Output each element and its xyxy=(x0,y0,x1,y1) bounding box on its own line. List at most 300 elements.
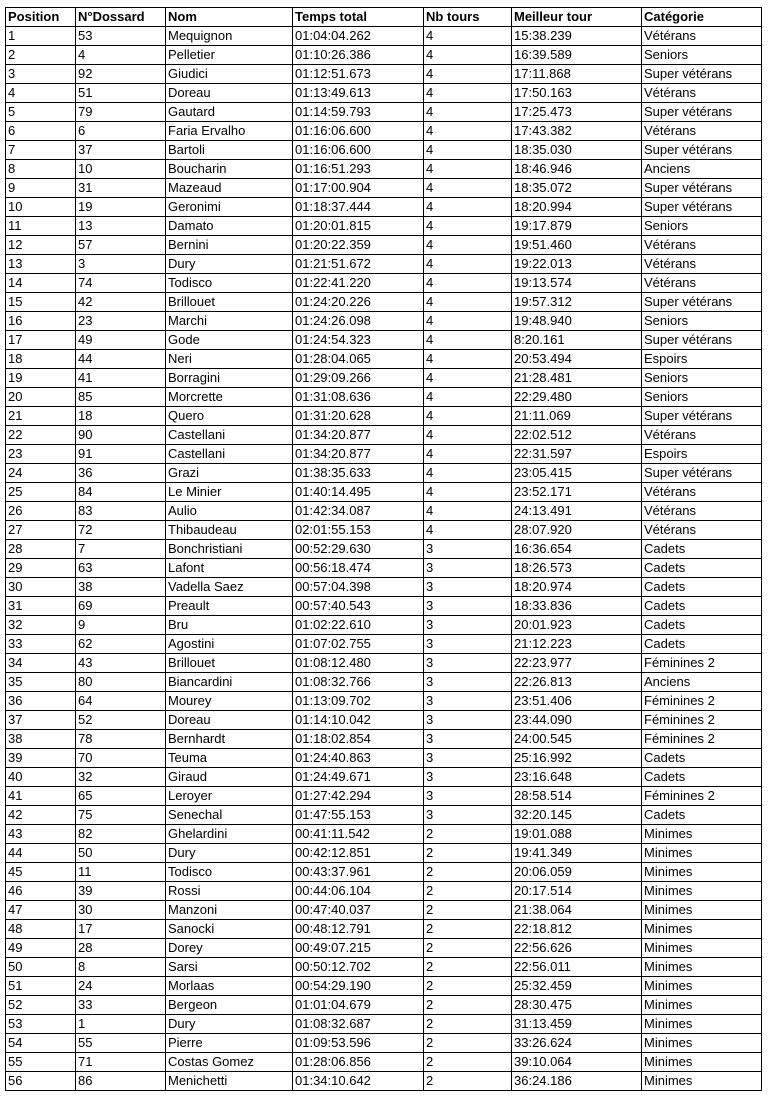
header-row xyxy=(6,8,762,27)
cell-dossard: 91 xyxy=(76,445,166,464)
cell-nom: Sanocki xyxy=(166,920,293,939)
table-row xyxy=(6,559,762,578)
cell-position: 56 xyxy=(6,1072,76,1091)
cell-categorie: Minimes xyxy=(642,977,762,996)
cell-meilleur-tour: 17:50.163 xyxy=(512,84,642,103)
cell-categorie: Minimes xyxy=(642,882,762,901)
table-row xyxy=(6,749,762,768)
table-row xyxy=(6,65,762,84)
cell-nom: Boucharin xyxy=(166,160,293,179)
cell-meilleur-tour: 21:38.064 xyxy=(512,901,642,920)
cell-nb-tours: 4 xyxy=(424,255,512,274)
cell-temps-total: 01:02:22.610 xyxy=(293,616,424,635)
cell-nb-tours: 2 xyxy=(424,1053,512,1072)
cell-temps-total: 00:52:29.630 xyxy=(293,540,424,559)
cell-dossard: 70 xyxy=(76,749,166,768)
cell-categorie: Seniors xyxy=(642,46,762,65)
cell-dossard: 23 xyxy=(76,312,166,331)
cell-nb-tours: 2 xyxy=(424,901,512,920)
cell-meilleur-tour: 23:16.648 xyxy=(512,768,642,787)
cell-temps-total: 01:09:53.596 xyxy=(293,1034,424,1053)
cell-position: 44 xyxy=(6,844,76,863)
cell-dossard: 50 xyxy=(76,844,166,863)
cell-nom: Mequignon xyxy=(166,27,293,46)
cell-categorie: Minimes xyxy=(642,863,762,882)
cell-nb-tours: 2 xyxy=(424,1015,512,1034)
cell-nom: Castellani xyxy=(166,445,293,464)
table-row xyxy=(6,445,762,464)
cell-meilleur-tour: 22:56.626 xyxy=(512,939,642,958)
cell-dossard: 43 xyxy=(76,654,166,673)
table-row xyxy=(6,939,762,958)
cell-temps-total: 01:18:02.854 xyxy=(293,730,424,749)
cell-nb-tours: 4 xyxy=(424,141,512,160)
cell-position: 1 xyxy=(6,27,76,46)
cell-nom: Bernini xyxy=(166,236,293,255)
table-row xyxy=(6,654,762,673)
cell-nom: Morlaas xyxy=(166,977,293,996)
cell-nb-tours: 2 xyxy=(424,1034,512,1053)
cell-categorie: Super vétérans xyxy=(642,331,762,350)
cell-dossard: 37 xyxy=(76,141,166,160)
cell-meilleur-tour: 17:25.473 xyxy=(512,103,642,122)
cell-nb-tours: 4 xyxy=(424,179,512,198)
cell-temps-total: 00:41:11.542 xyxy=(293,825,424,844)
cell-dossard: 78 xyxy=(76,730,166,749)
cell-nom: Mazeaud xyxy=(166,179,293,198)
cell-nb-tours: 2 xyxy=(424,958,512,977)
table-row xyxy=(6,958,762,977)
cell-temps-total: 01:20:22.359 xyxy=(293,236,424,255)
cell-nb-tours: 3 xyxy=(424,559,512,578)
cell-nom: Geronimi xyxy=(166,198,293,217)
cell-categorie: Seniors xyxy=(642,217,762,236)
cell-nom: Giudici xyxy=(166,65,293,84)
cell-temps-total: 01:22:41.220 xyxy=(293,274,424,293)
cell-nb-tours: 3 xyxy=(424,616,512,635)
cell-meilleur-tour: 24:13.491 xyxy=(512,502,642,521)
table-row xyxy=(6,768,762,787)
cell-position: 26 xyxy=(6,502,76,521)
cell-dossard: 84 xyxy=(76,483,166,502)
cell-nom: Sarsi xyxy=(166,958,293,977)
cell-categorie: Féminines 2 xyxy=(642,692,762,711)
cell-meilleur-tour: 22:31.597 xyxy=(512,445,642,464)
cell-temps-total: 01:01:04.679 xyxy=(293,996,424,1015)
cell-temps-total: 00:49:07.215 xyxy=(293,939,424,958)
cell-nb-tours: 4 xyxy=(424,46,512,65)
cell-dossard: 71 xyxy=(76,1053,166,1072)
cell-meilleur-tour: 17:11.868 xyxy=(512,65,642,84)
cell-temps-total: 01:31:20.628 xyxy=(293,407,424,426)
cell-nb-tours: 4 xyxy=(424,388,512,407)
cell-dossard: 17 xyxy=(76,920,166,939)
cell-nom: Marchi xyxy=(166,312,293,331)
cell-categorie: Vétérans xyxy=(642,27,762,46)
table-row xyxy=(6,673,762,692)
table-row xyxy=(6,1034,762,1053)
table-row xyxy=(6,46,762,65)
cell-categorie: Minimes xyxy=(642,939,762,958)
cell-position: 17 xyxy=(6,331,76,350)
cell-dossard: 69 xyxy=(76,597,166,616)
table-row xyxy=(6,160,762,179)
cell-nom: Ghelardini xyxy=(166,825,293,844)
table-row xyxy=(6,996,762,1015)
cell-position: 51 xyxy=(6,977,76,996)
cell-position: 25 xyxy=(6,483,76,502)
cell-nom: Damato xyxy=(166,217,293,236)
cell-nb-tours: 4 xyxy=(424,350,512,369)
cell-dossard: 36 xyxy=(76,464,166,483)
table-row xyxy=(6,597,762,616)
cell-nb-tours: 3 xyxy=(424,806,512,825)
cell-temps-total: 00:50:12.702 xyxy=(293,958,424,977)
cell-categorie: Seniors xyxy=(642,388,762,407)
cell-position: 22 xyxy=(6,426,76,445)
cell-temps-total: 01:13:49.613 xyxy=(293,84,424,103)
cell-meilleur-tour: 19:13.574 xyxy=(512,274,642,293)
cell-categorie: Minimes xyxy=(642,844,762,863)
cell-position: 21 xyxy=(6,407,76,426)
table-row xyxy=(6,255,762,274)
cell-position: 3 xyxy=(6,65,76,84)
cell-nom: Bru xyxy=(166,616,293,635)
cell-categorie: Minimes xyxy=(642,825,762,844)
cell-position: 47 xyxy=(6,901,76,920)
table-row xyxy=(6,198,762,217)
cell-position: 42 xyxy=(6,806,76,825)
cell-categorie: Minimes xyxy=(642,996,762,1015)
cell-position: 15 xyxy=(6,293,76,312)
cell-position: 39 xyxy=(6,749,76,768)
cell-dossard: 8 xyxy=(76,958,166,977)
cell-temps-total: 01:24:40.863 xyxy=(293,749,424,768)
cell-position: 16 xyxy=(6,312,76,331)
header-nom: Nom xyxy=(166,8,293,27)
cell-temps-total: 01:16:06.600 xyxy=(293,122,424,141)
table-row xyxy=(6,616,762,635)
cell-dossard: 92 xyxy=(76,65,166,84)
table-row xyxy=(6,863,762,882)
cell-position: 38 xyxy=(6,730,76,749)
cell-position: 32 xyxy=(6,616,76,635)
cell-position: 18 xyxy=(6,350,76,369)
cell-dossard: 75 xyxy=(76,806,166,825)
table-row xyxy=(6,1072,762,1091)
cell-meilleur-tour: 17:43.382 xyxy=(512,122,642,141)
table-row xyxy=(6,236,762,255)
cell-meilleur-tour: 18:20.974 xyxy=(512,578,642,597)
cell-nom: Quero xyxy=(166,407,293,426)
cell-nom: Faria Ervalho xyxy=(166,122,293,141)
cell-position: 43 xyxy=(6,825,76,844)
cell-categorie: Cadets xyxy=(642,768,762,787)
cell-dossard: 33 xyxy=(76,996,166,1015)
cell-position: 6 xyxy=(6,122,76,141)
cell-meilleur-tour: 20:53.494 xyxy=(512,350,642,369)
cell-categorie: Vétérans xyxy=(642,84,762,103)
table-row xyxy=(6,426,762,445)
cell-nom: Castellani xyxy=(166,426,293,445)
table-row xyxy=(6,293,762,312)
cell-position: 55 xyxy=(6,1053,76,1072)
cell-dossard: 49 xyxy=(76,331,166,350)
cell-position: 31 xyxy=(6,597,76,616)
table-row xyxy=(6,635,762,654)
cell-position: 2 xyxy=(6,46,76,65)
cell-position: 54 xyxy=(6,1034,76,1053)
cell-temps-total: 00:57:40.543 xyxy=(293,597,424,616)
cell-nb-tours: 4 xyxy=(424,217,512,236)
cell-nom: Grazi xyxy=(166,464,293,483)
cell-nom: Teuma xyxy=(166,749,293,768)
cell-dossard: 83 xyxy=(76,502,166,521)
cell-temps-total: 01:47:55.153 xyxy=(293,806,424,825)
cell-position: 11 xyxy=(6,217,76,236)
cell-nom: Lafont xyxy=(166,559,293,578)
cell-temps-total: 01:13:09.702 xyxy=(293,692,424,711)
cell-temps-total: 00:57:04.398 xyxy=(293,578,424,597)
cell-nb-tours: 4 xyxy=(424,236,512,255)
cell-categorie: Anciens xyxy=(642,160,762,179)
cell-nom: Rossi xyxy=(166,882,293,901)
cell-nom: Preault xyxy=(166,597,293,616)
cell-position: 46 xyxy=(6,882,76,901)
cell-temps-total: 00:54:29.190 xyxy=(293,977,424,996)
cell-nb-tours: 3 xyxy=(424,730,512,749)
cell-nb-tours: 3 xyxy=(424,787,512,806)
cell-meilleur-tour: 22:02.512 xyxy=(512,426,642,445)
cell-categorie: Vétérans xyxy=(642,255,762,274)
cell-position: 9 xyxy=(6,179,76,198)
cell-temps-total: 01:34:20.877 xyxy=(293,445,424,464)
table-row xyxy=(6,141,762,160)
cell-dossard: 64 xyxy=(76,692,166,711)
cell-categorie: Super vétérans xyxy=(642,141,762,160)
cell-meilleur-tour: 25:16.992 xyxy=(512,749,642,768)
cell-nom: Pelletier xyxy=(166,46,293,65)
cell-dossard: 6 xyxy=(76,122,166,141)
cell-nb-tours: 4 xyxy=(424,293,512,312)
cell-meilleur-tour: 28:58.514 xyxy=(512,787,642,806)
cell-dossard: 44 xyxy=(76,350,166,369)
cell-nom: Doreau xyxy=(166,84,293,103)
cell-nb-tours: 3 xyxy=(424,578,512,597)
cell-meilleur-tour: 21:11.069 xyxy=(512,407,642,426)
cell-position: 10 xyxy=(6,198,76,217)
cell-categorie: Féminines 2 xyxy=(642,730,762,749)
table-row xyxy=(6,331,762,350)
cell-position: 5 xyxy=(6,103,76,122)
cell-meilleur-tour: 36:24.186 xyxy=(512,1072,642,1091)
cell-meilleur-tour: 19:41.349 xyxy=(512,844,642,863)
cell-categorie: Cadets xyxy=(642,749,762,768)
cell-position: 30 xyxy=(6,578,76,597)
cell-nom: Gode xyxy=(166,331,293,350)
cell-dossard: 51 xyxy=(76,84,166,103)
cell-meilleur-tour: 16:39.589 xyxy=(512,46,642,65)
cell-dossard: 30 xyxy=(76,901,166,920)
cell-temps-total: 01:42:34.087 xyxy=(293,502,424,521)
cell-dossard: 74 xyxy=(76,274,166,293)
cell-meilleur-tour: 22:23.977 xyxy=(512,654,642,673)
cell-position: 45 xyxy=(6,863,76,882)
table-row xyxy=(6,84,762,103)
table-row xyxy=(6,388,762,407)
cell-meilleur-tour: 24:00.545 xyxy=(512,730,642,749)
cell-nb-tours: 3 xyxy=(424,673,512,692)
cell-temps-total: 01:34:20.877 xyxy=(293,426,424,445)
cell-nom: Brillouet xyxy=(166,293,293,312)
cell-temps-total: 01:08:12.480 xyxy=(293,654,424,673)
cell-dossard: 79 xyxy=(76,103,166,122)
cell-dossard: 65 xyxy=(76,787,166,806)
cell-meilleur-tour: 22:18.812 xyxy=(512,920,642,939)
cell-nom: Dury xyxy=(166,1015,293,1034)
cell-temps-total: 00:48:12.791 xyxy=(293,920,424,939)
table-row xyxy=(6,730,762,749)
cell-dossard: 19 xyxy=(76,198,166,217)
cell-temps-total: 01:04:04.262 xyxy=(293,27,424,46)
cell-position: 36 xyxy=(6,692,76,711)
cell-nb-tours: 4 xyxy=(424,160,512,179)
header-nb-tours: Nb tours xyxy=(424,8,512,27)
cell-position: 40 xyxy=(6,768,76,787)
cell-nom: Bartoli xyxy=(166,141,293,160)
cell-nb-tours: 3 xyxy=(424,711,512,730)
cell-meilleur-tour: 33:26.624 xyxy=(512,1034,642,1053)
table-row xyxy=(6,901,762,920)
cell-dossard: 32 xyxy=(76,768,166,787)
cell-dossard: 1 xyxy=(76,1015,166,1034)
cell-position: 7 xyxy=(6,141,76,160)
cell-categorie: Super vétérans xyxy=(642,464,762,483)
cell-position: 53 xyxy=(6,1015,76,1034)
cell-nom: Manzoni xyxy=(166,901,293,920)
table-row xyxy=(6,179,762,198)
cell-dossard: 7 xyxy=(76,540,166,559)
cell-meilleur-tour: 25:32.459 xyxy=(512,977,642,996)
cell-dossard: 82 xyxy=(76,825,166,844)
cell-temps-total: 01:40:14.495 xyxy=(293,483,424,502)
cell-nom: Bergeon xyxy=(166,996,293,1015)
cell-nb-tours: 2 xyxy=(424,977,512,996)
cell-nom: Gautard xyxy=(166,103,293,122)
cell-categorie: Vétérans xyxy=(642,122,762,141)
cell-meilleur-tour: 19:22.013 xyxy=(512,255,642,274)
cell-categorie: Vétérans xyxy=(642,502,762,521)
cell-nb-tours: 3 xyxy=(424,749,512,768)
cell-position: 34 xyxy=(6,654,76,673)
cell-meilleur-tour: 18:35.072 xyxy=(512,179,642,198)
cell-position: 4 xyxy=(6,84,76,103)
cell-nb-tours: 2 xyxy=(424,1072,512,1091)
table-row xyxy=(6,122,762,141)
cell-temps-total: 01:17:00.904 xyxy=(293,179,424,198)
cell-dossard: 13 xyxy=(76,217,166,236)
header-temps-total: Temps total xyxy=(293,8,424,27)
cell-dossard: 90 xyxy=(76,426,166,445)
header-position: Position xyxy=(6,8,76,27)
cell-dossard: 80 xyxy=(76,673,166,692)
cell-meilleur-tour: 22:29.480 xyxy=(512,388,642,407)
cell-nb-tours: 4 xyxy=(424,65,512,84)
cell-nom: Bernhardt xyxy=(166,730,293,749)
header-categorie: Catégorie xyxy=(642,8,762,27)
cell-categorie: Cadets xyxy=(642,635,762,654)
cell-dossard: 28 xyxy=(76,939,166,958)
cell-nb-tours: 4 xyxy=(424,521,512,540)
cell-meilleur-tour: 22:26.813 xyxy=(512,673,642,692)
table-row xyxy=(6,350,762,369)
cell-categorie: Super vétérans xyxy=(642,65,762,84)
cell-meilleur-tour: 21:12.223 xyxy=(512,635,642,654)
cell-nom: Thibaudeau xyxy=(166,521,293,540)
cell-categorie: Seniors xyxy=(642,312,762,331)
cell-nom: Todisco xyxy=(166,274,293,293)
cell-nom: Agostini xyxy=(166,635,293,654)
table-row xyxy=(6,806,762,825)
cell-position: 8 xyxy=(6,160,76,179)
cell-dossard: 4 xyxy=(76,46,166,65)
cell-categorie: Vétérans xyxy=(642,274,762,293)
cell-temps-total: 00:43:37.961 xyxy=(293,863,424,882)
table-row xyxy=(6,882,762,901)
table-row xyxy=(6,711,762,730)
cell-nb-tours: 3 xyxy=(424,540,512,559)
cell-position: 48 xyxy=(6,920,76,939)
cell-meilleur-tour: 31:13.459 xyxy=(512,1015,642,1034)
cell-temps-total: 01:27:42.294 xyxy=(293,787,424,806)
cell-nb-tours: 2 xyxy=(424,844,512,863)
cell-nb-tours: 3 xyxy=(424,654,512,673)
cell-position: 33 xyxy=(6,635,76,654)
cell-temps-total: 01:16:51.293 xyxy=(293,160,424,179)
table-row xyxy=(6,312,762,331)
cell-dossard: 63 xyxy=(76,559,166,578)
cell-dossard: 62 xyxy=(76,635,166,654)
cell-categorie: Seniors xyxy=(642,369,762,388)
cell-categorie: Minimes xyxy=(642,1015,762,1034)
cell-dossard: 53 xyxy=(76,27,166,46)
cell-dossard: 24 xyxy=(76,977,166,996)
cell-temps-total: 01:31:08.636 xyxy=(293,388,424,407)
cell-position: 41 xyxy=(6,787,76,806)
cell-meilleur-tour: 23:05.415 xyxy=(512,464,642,483)
cell-categorie: Cadets xyxy=(642,540,762,559)
cell-meilleur-tour: 28:30.475 xyxy=(512,996,642,1015)
cell-meilleur-tour: 19:01.088 xyxy=(512,825,642,844)
cell-nom: Bonchristiani xyxy=(166,540,293,559)
cell-position: 13 xyxy=(6,255,76,274)
cell-meilleur-tour: 19:48.940 xyxy=(512,312,642,331)
cell-position: 24 xyxy=(6,464,76,483)
table-row xyxy=(6,369,762,388)
cell-categorie: Super vétérans xyxy=(642,293,762,312)
cell-nb-tours: 3 xyxy=(424,597,512,616)
cell-temps-total: 01:28:06.856 xyxy=(293,1053,424,1072)
header-dossard: N°Dossard xyxy=(76,8,166,27)
cell-categorie: Féminines 2 xyxy=(642,787,762,806)
table-row xyxy=(6,502,762,521)
cell-nom: Neri xyxy=(166,350,293,369)
results-body xyxy=(6,27,762,1091)
cell-nom: Pierre xyxy=(166,1034,293,1053)
cell-nom: Borragini xyxy=(166,369,293,388)
cell-dossard: 86 xyxy=(76,1072,166,1091)
table-row xyxy=(6,977,762,996)
